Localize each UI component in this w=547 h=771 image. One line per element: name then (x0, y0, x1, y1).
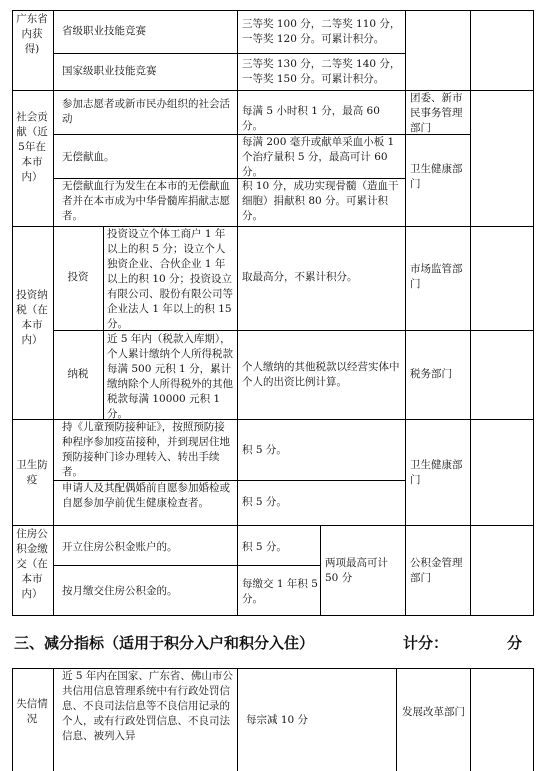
provincial-competition-score: 三等奖 100 分，二等奖 110 分，一等奖 120 分。可累计积分。 (242, 18, 401, 45)
table-grid-line (53, 668, 54, 771)
national-competition-item: 国家级职业技能竞赛 (62, 65, 157, 77)
vaccine-score: 积 5 分。 (242, 444, 287, 456)
investment-score: 取最高分，不累计积分。 (242, 271, 358, 283)
credit-dept: 发展改革部门 (402, 706, 465, 718)
credit-item: 近 5 年内在国家、广东省、佛山市公共信用信息管理系统中有行政处罚信息、不良司法信息等不良信用记录的个人，或有行政处罚信息、不良司法信息、被列入异 (62, 670, 233, 742)
table-grid-line (237, 10, 238, 226)
category-guangdong: 广东省内获得) (16, 13, 48, 55)
investment-dept: 市场监管部门 (410, 263, 463, 290)
table-grid-line (396, 668, 397, 771)
table-grid-line (533, 668, 534, 771)
marrow-donation-item: 无偿献血行为发生在本市的无偿献血者并在本市成为中华骨髓库捐献志愿者。 (62, 180, 230, 222)
tax-score: 个人缴纳的其他税款以经营实体中个人的出资比例计算。 (242, 361, 400, 388)
deduction-section-title: 三、减分指标（适用于积分入户和积分入住） (14, 634, 315, 652)
table-grid-line (320, 525, 321, 616)
credit-score: 每宗减 10 分 (246, 714, 309, 726)
category-health: 卫生防疫 (16, 459, 48, 486)
category-credit: 失信情况 (16, 698, 48, 725)
health-dept: 卫生健康部门 (410, 459, 463, 486)
volunteer-item: 参加志愿者或新市民办组织的社会活动 (62, 98, 230, 125)
premarital-score: 积 5 分。 (242, 496, 287, 508)
premarital-item: 申请人及其配偶婚前自愿参加婚检或自愿参加孕前优生健康检查者。 (62, 482, 230, 509)
investment-detail: 投资设立个体工商户 1 年以上的积 5 分；设立个人独资企业、合伙企业 1 年以上的积 10 分；投资设立有限公司、股份有限公司等企业法人 1 年以上的积 15 分。 (107, 228, 233, 330)
table-grid-line (12, 226, 534, 227)
table-grid-line (237, 668, 238, 771)
tax-label: 纳税 (67, 368, 89, 380)
tax-dept: 税务部门 (410, 368, 452, 380)
fund-cap: 两项最高可计 50 分 (325, 557, 388, 584)
table-grid-line (53, 565, 320, 566)
table-grid-line (237, 226, 238, 616)
deduction-score-label: 计分： (403, 634, 449, 652)
fund-dept: 公积金管理部门 (410, 557, 463, 584)
investment-label: 投资 (67, 271, 89, 283)
category-social-contribution: 社会贡献（近5年在本市内） (16, 111, 48, 183)
marrow-donation-score: 积 10 分，成功实现骨髓（造血干细胞）捐献积 80 分。可累计积分。 (242, 180, 399, 222)
table-grid-line (12, 668, 13, 771)
fund-monthly-score: 每缴交 1 年积 5 分。 (242, 578, 318, 605)
category-housing-fund: 住房公积金缴交（在本市内） (16, 528, 48, 600)
vaccine-item: 持《儿童预防接种证》，按照预防接种程序参加疫苗接种，并到现居住地预防接种门诊办理转入、转出手续者。 (62, 421, 230, 478)
fund-open-item: 开立住房公积金账户的。 (62, 541, 178, 553)
table-grid-line (53, 53, 405, 54)
tax-detail: 近 5 年内（税款入库期），个人累计缴纳个人所得税款每满 500 元积 1 分，累计缴纳除个人所得税外的其他税款每满 10000 元积 1 分。 (107, 333, 233, 420)
blood-donation-item: 无偿献血。 (62, 151, 115, 163)
deduction-score-unit: 分 (507, 634, 523, 652)
volunteer-score: 每满 5 小时积 1 分，最高 60 分。 (242, 105, 380, 132)
blood-donation-dept: 卫生健康部门 (410, 163, 463, 190)
table-grid-line (12, 525, 534, 526)
provincial-competition-item: 省级职业技能竞赛 (62, 25, 146, 37)
fund-monthly-item: 按月缴交住房公积金的。 (62, 585, 178, 597)
blood-donation-score: 每满 200 毫升或献单采血小板 1 个治疗量积 5 分，最高可计 60 分。 (242, 136, 395, 178)
category-investment-tax: 投资纳税（在本市内） (16, 289, 48, 346)
national-competition-score: 三等奖 130 分，二等奖 140 分，一等奖 150 分。可累计积分。 (242, 58, 401, 85)
volunteer-dept: 团委、新市民事务管理部门 (410, 92, 463, 134)
table-grid-line (470, 668, 471, 771)
fund-open-score: 积 5 分。 (242, 541, 287, 553)
table-grid-line (103, 226, 104, 419)
